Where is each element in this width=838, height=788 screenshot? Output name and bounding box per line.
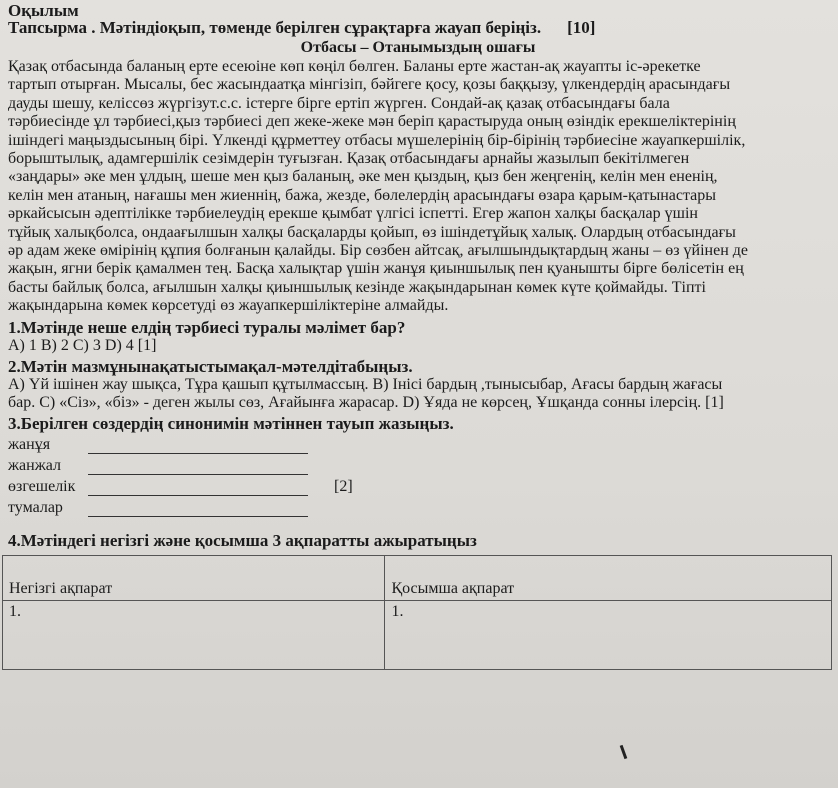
question-3-points: [2] (334, 477, 353, 495)
synonym-row (8, 475, 828, 496)
synonym-row (8, 433, 828, 454)
synonym-row (8, 496, 828, 517)
passage-line: тартып отырған. Мысалы, бес жасындаатқа мінгізіп, бәйгеге қосу, қозы баққызу, үлкендердің арасындағы (8, 76, 731, 94)
question-4: 4.Мәтіндегі негізгі және қосымша 3 ақпаратты ажыратыңыз (8, 530, 477, 550)
table-header-row (3, 555, 832, 600)
passage-title: Отбасы – Отанымыздың ошағы (300, 39, 536, 56)
question-2-options-line: А) Үй ішінен жау шықса, Тұра қашып құтылмассың. В) Інісі бардың ,тынысыбар, Ағасы бардың жағасы (8, 375, 723, 393)
task-points: [10] (567, 18, 596, 37)
col-extra-info: Қосымша ақпарат (385, 555, 832, 600)
answer-blank[interactable] (88, 502, 308, 517)
passage-line: Қазақ отбасында баланың ерте есеюіне көп көңіл бөлген. Баланы ерте жастан-ақ жауапты іс-әрекетке (8, 58, 701, 75)
table-row (3, 600, 832, 669)
synonym-row (8, 454, 828, 475)
question-1: 1.Мәтінде неше елдің тәрбиесі туралы мәлімет бар? (8, 317, 406, 337)
question-2: 2.Мәтін мазмұнынақатыстымақал-мәтелдітабыңыз. (8, 356, 413, 376)
synonym-word: жанжал (8, 456, 61, 474)
passage-line: дауды шешу, келіссөз жүргізут.с.с. істерге бірге ертіп жүрген. Сондай-ақ қазақ отбасындағы бала (8, 94, 670, 112)
section-heading: Оқылым (8, 1, 79, 20)
cell-main-info[interactable]: 1. (3, 600, 385, 669)
question-1-options: А) 1 В) 2 С) 3 D) 4 [1] (8, 336, 157, 354)
answer-blank[interactable] (88, 460, 308, 475)
cell-extra-info[interactable]: 1. (385, 600, 832, 669)
passage-line: тәрбиесінде ұл тәрбиесі,қыз тәрбиесі деп жеке-жеке мән беріп қарастыруда оның өзіндік ерекшеліктерінің (8, 113, 736, 131)
synonym-word: тумалар (8, 498, 63, 516)
pen-mark (620, 745, 628, 759)
passage-line: борыштылық, адамгершілік сезімдерін туғызған. Қазақ отбасындағы арнайы жазылып бекітілмеген (8, 150, 690, 168)
passage-line: әр адам жеке өмірінің құпия болғанын қалайды. Бір сөзбен айтсақ, ағылшындықтардың жаны – өз үйінен де (8, 242, 749, 260)
task-text: Тапсырма . Мәтіндіоқып, төменде берілген сұрақтарға жауап беріңіз. (8, 18, 542, 37)
passage-line: тұйық халықболса, ондаағылшын халқы басқаларды қойып, өз ішіндетұйық халық. Олардың отбасындағы (8, 223, 736, 241)
answer-blank[interactable] (88, 439, 308, 454)
passage-line: жақын, ягни берік қамалмен тең. Басқа халықтар үшін жанұя қиыншылық пен қуанышты бірге бөлісетін ең (8, 260, 744, 278)
passage-line: әркайсысын әдептілікке тәрбиелеудің ерекше қымбат үлгісі іспетті. Егер жапон халқы басқалар үшін (8, 205, 698, 223)
passage-line: «заңдары» әке мен ұлдың, шеше мен қыз баланың, әке мен қыздың, қыз бен жеңгенің, келін мен ененің, (8, 168, 718, 186)
synonym-word: өзгешелік (8, 477, 76, 495)
passage-line: келін мен атаның, нағашы мен жиеннің, бажа, жезде, бөлелердің арасындағы өзара қарым-қатынастары (8, 186, 716, 204)
answer-blank[interactable] (88, 481, 308, 496)
question-3: 3.Берілген сөздердің синонимін мәтіннен тауып жазыңыз. (8, 413, 454, 433)
passage-line: жақындарына көмек көрсетуді өз жауапкершіліктеріне алмайды. (8, 297, 449, 315)
task-instruction (8, 19, 828, 37)
synonym-word: жанұя (8, 435, 51, 453)
col-main-info: Негізгі ақпарат (3, 555, 385, 600)
info-table (2, 555, 832, 670)
passage-line: басты байлық болса, ағылшын халқы қиыншылық кезінде жақындарынан көмек күте қоймайды. Тіпті (8, 278, 706, 296)
passage-line: ішіндегі маңыздысының бірі. Үлкенді құрметтеу отбасы мүшелерінің бір-бірінің тәрбиесіне жауапкершілік, (8, 131, 746, 149)
question-2-options-line: бар. С) «Сіз», «біз» - деген жылы сөз, Ағайынға жарасар. D) Ұяда не көрсең, Ұшқанда сонны ілерсің. [1] (8, 393, 724, 411)
passage-text (8, 58, 828, 316)
